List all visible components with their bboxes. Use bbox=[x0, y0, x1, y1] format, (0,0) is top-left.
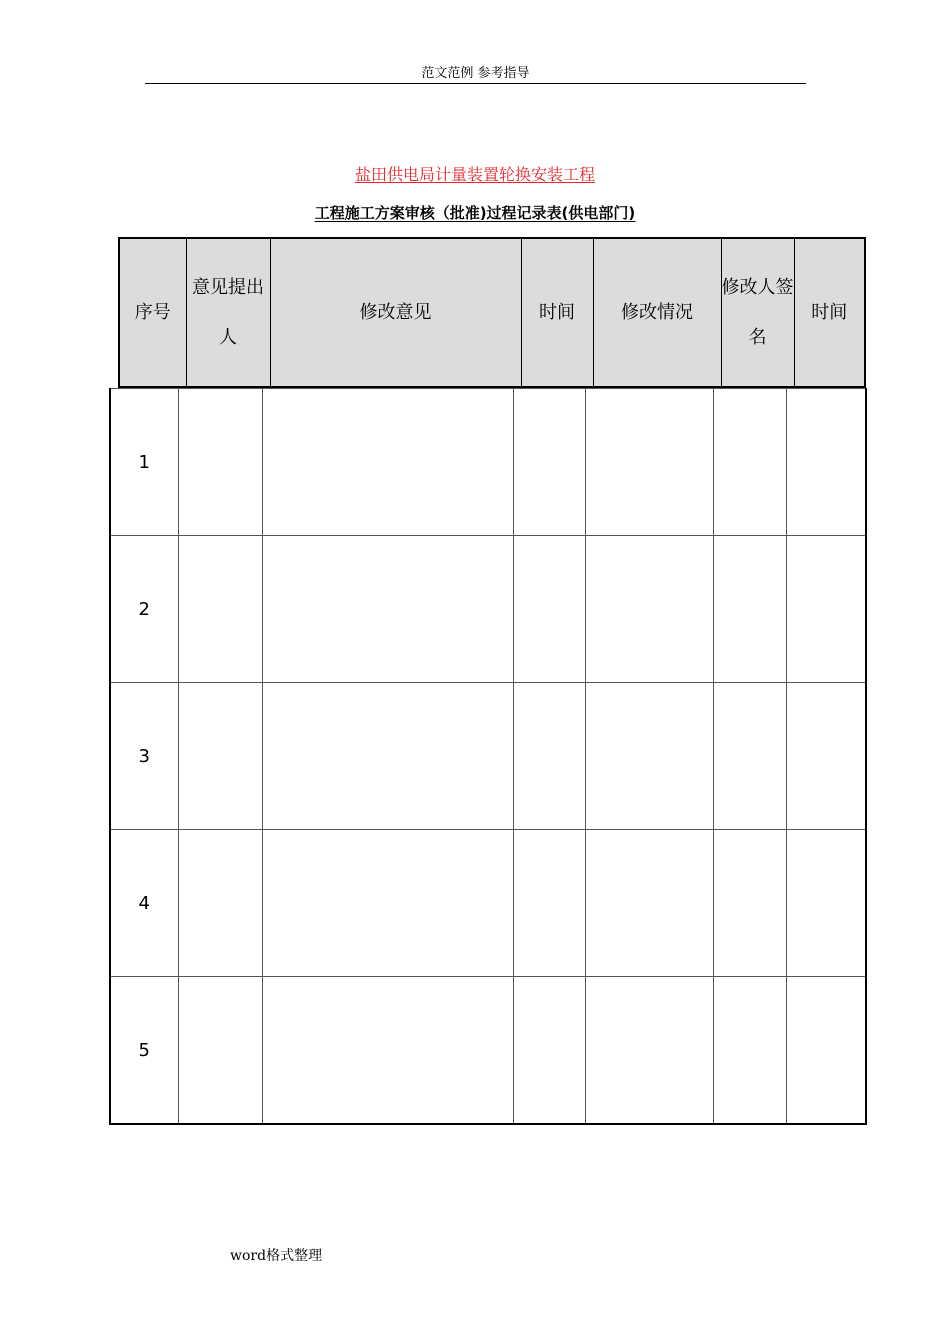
cell-proposer[interactable] bbox=[178, 977, 262, 1125]
row-number: 4 bbox=[110, 830, 178, 977]
cell-opinion[interactable] bbox=[262, 389, 513, 536]
cell-time-2[interactable] bbox=[786, 830, 866, 977]
cell-time[interactable] bbox=[513, 683, 585, 830]
cell-signer[interactable] bbox=[713, 536, 786, 683]
record-table bbox=[109, 388, 867, 1125]
document-title-text: 盐田供电局计量装置轮换安装工程 bbox=[354, 165, 595, 184]
cell-time[interactable] bbox=[513, 830, 585, 977]
column-header-time-2: 时间 bbox=[794, 238, 865, 387]
table-row bbox=[110, 683, 866, 830]
cell-time[interactable] bbox=[513, 389, 585, 536]
cell-proposer[interactable] bbox=[178, 830, 262, 977]
table-row bbox=[110, 830, 866, 977]
cell-time[interactable] bbox=[513, 977, 585, 1125]
column-header-proposer: 意见提出人 bbox=[186, 238, 270, 387]
cell-time-2[interactable] bbox=[786, 389, 866, 536]
table-row bbox=[110, 389, 866, 536]
document-title bbox=[0, 164, 950, 186]
cell-proposer[interactable] bbox=[178, 683, 262, 830]
cell-signer[interactable] bbox=[713, 977, 786, 1125]
column-header-time: 时间 bbox=[521, 238, 593, 387]
cell-signer[interactable] bbox=[713, 389, 786, 536]
cell-signer[interactable] bbox=[713, 830, 786, 977]
cell-proposer[interactable] bbox=[178, 536, 262, 683]
column-header-seq: 序号 bbox=[119, 238, 186, 387]
row-number: 2 bbox=[110, 536, 178, 683]
column-header-opinion: 修改意见 bbox=[270, 238, 521, 387]
cell-opinion[interactable] bbox=[262, 536, 513, 683]
table-row bbox=[110, 536, 866, 683]
cell-time[interactable] bbox=[513, 536, 585, 683]
cell-signer[interactable] bbox=[713, 683, 786, 830]
column-header-status: 修改情况 bbox=[593, 238, 721, 387]
cell-proposer[interactable] bbox=[178, 389, 262, 536]
document-subtitle-text: 工程施工方案审核（批准)过程记录表(供电部门) bbox=[314, 204, 636, 222]
table-row bbox=[110, 977, 866, 1125]
cell-time-2[interactable] bbox=[786, 977, 866, 1125]
table-header bbox=[118, 237, 866, 388]
row-number: 3 bbox=[110, 683, 178, 830]
cell-status[interactable] bbox=[585, 536, 713, 683]
page-header: 范文范例 参考指导 bbox=[421, 66, 530, 81]
cell-status[interactable] bbox=[585, 389, 713, 536]
cell-status[interactable] bbox=[585, 683, 713, 830]
cell-status[interactable] bbox=[585, 830, 713, 977]
cell-opinion[interactable] bbox=[262, 683, 513, 830]
cell-time-2[interactable] bbox=[786, 536, 866, 683]
cell-opinion[interactable] bbox=[262, 830, 513, 977]
cell-time-2[interactable] bbox=[786, 683, 866, 830]
row-number: 1 bbox=[110, 389, 178, 536]
page-footer: word格式整理 bbox=[230, 1248, 323, 1264]
header-rule bbox=[145, 83, 806, 84]
column-header-signer: 修改人签名 bbox=[721, 238, 794, 387]
row-number: 5 bbox=[110, 977, 178, 1125]
document-subtitle bbox=[0, 202, 950, 224]
cell-opinion[interactable] bbox=[262, 977, 513, 1125]
cell-status[interactable] bbox=[585, 977, 713, 1125]
